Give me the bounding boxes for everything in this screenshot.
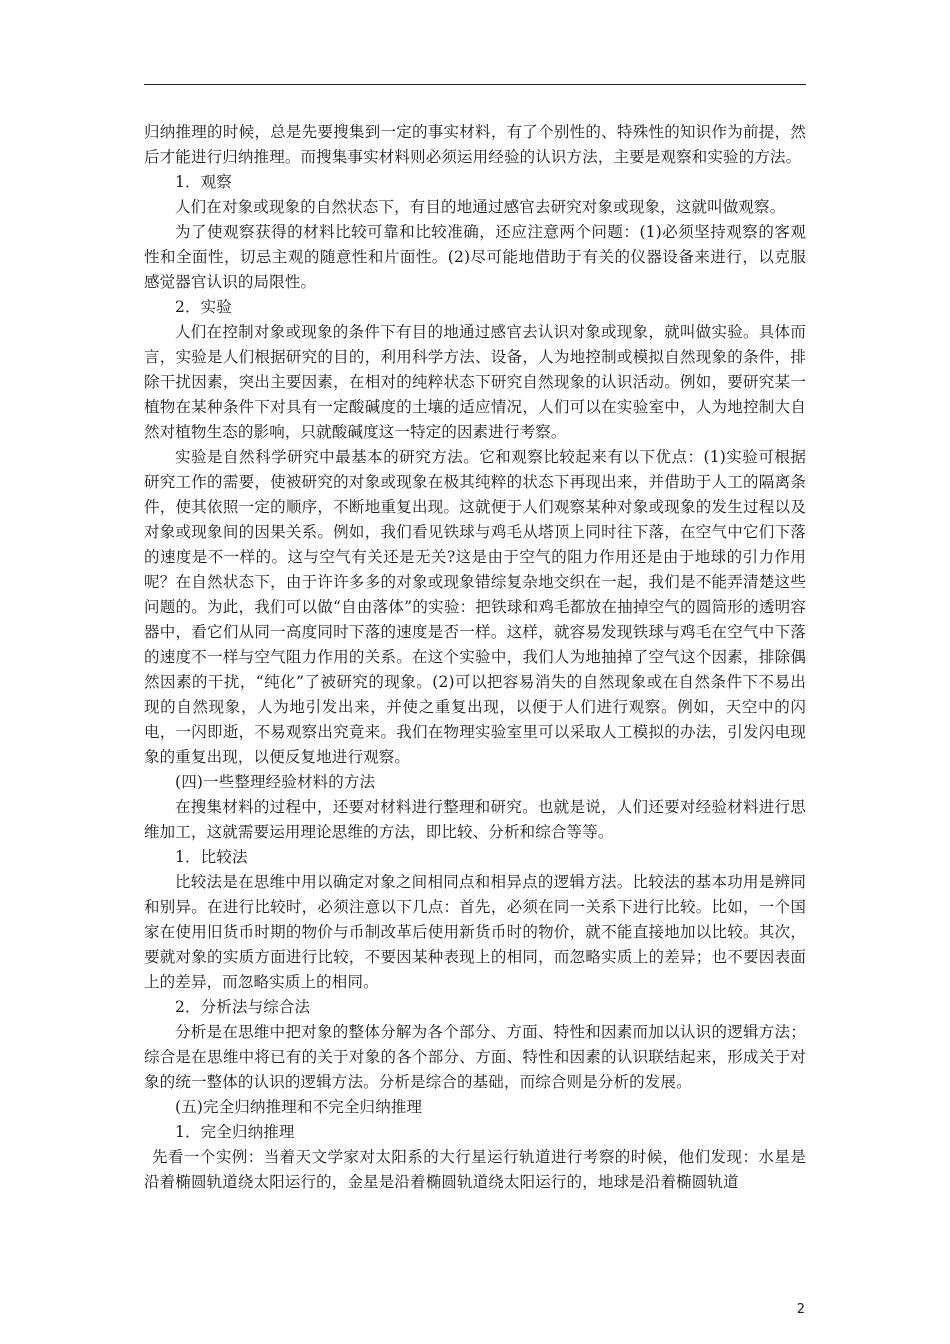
- paragraph: 比较法是在思维中用以确定对象之间相同点和相异点的逻辑方法。比较法的基本功用是辨同和别异。在进行比较时，必须注意以下几点：首先，必须在同一关系下进行比较。比如，一个国家在使用旧货币时期的物价与币制改革后使用新货币时的物价，就不能直接地加以比较。其次，要就对象的实质方面进行比较，不要因某种表现上的相同，而忽略实质上的差异；也不要因表面上的差异，而忽略实质上的相同。: [144, 873, 806, 991]
- document-body: [144, 120, 806, 1195]
- section-heading-methods: (四)一些整理经验材料的方法: [175, 773, 376, 791]
- paragraph: 人们在控制对象或现象的条件下有目的地通过感官去认识对象或现象，就叫做实验。具体而言，实验是人们根据研究的目的，利用科学方法、设备，人为地控制或模拟自然现象的条件，排除干扰因素，突出主要因素，在相对的纯粹状态下研究自然现象的认识活动。例如，要研究某一植物在某种条件下对具有一定酸碱度的土壤的适应情况，人们可以在实验室中，人为地控制大自然对植物生态的影响，只就酸碱度这一特定的因素进行考察。: [144, 323, 806, 441]
- paragraph: 实验是自然科学研究中最基本的研究方法。它和观察比较起来有以下优点：(1)实验可根据研究工作的需要，使被研究的对象或现象在极其纯粹的状态下再现出来，并借助于人工的隔离条件，使其依照一定的顺序，不断地重复出现。这就便于人们观察某种对象或现象的发生过程以及对象或现象间的因果关系。例如，我们看见铁球与鸡毛从塔顶上同时往下落，在空气中它们下落的速度是不一样的。这与空气有关还是无关?这是由于空气的阻力作用还是由于地球的引力作用呢？在自然状态下，由于许许多多的对象或现象错综复杂地交织在一起，我们是不能弄清楚这些问题的。为此，我们可以做“自由落体”的实验：把铁球和鸡毛都放在抽掉空气的圆筒形的透明容器中，看它们从同一高度同时下落的速度是否一样。这样，就容易发现铁球与鸡毛在空气中下落的速度不一样与空气阻力作用的关系。在这个实验中，我们人为地抽掉了空气这个因素，排除偶然因素的干扰，“纯化”了被研究的现象。(2)可以把容易消失的自然现象或在自然条件下不易出现的自然现象，人为地引发出来，并使之重复出现，以便于人们进行观察。例如，天空中的闪电，一闪即逝，不易观察出究竟来。我们在物理实验室里可以采取人工模拟的办法，引发闪电现象的重复出现，以便反复地进行观察。: [144, 448, 806, 766]
- paragraph: 先看一个实例：当着天文学家对太阳系的大行星运行轨道进行考察的时候，他们发现：水星是沿着椭圆轨道绕太阳运行的，金星是沿着椭圆轨道绕太阳运行的，地球是沿着椭圆轨道: [144, 1148, 806, 1191]
- paragraph: 在搜集材料的过程中，还要对材料进行整理和研究。也就是说，人们还要对经验材料进行思维加工，这就需要运用理论思维的方法，即比较、分析和综合等等。: [144, 798, 806, 841]
- section-heading-complete-induction: 1．完全归纳推理: [175, 1123, 295, 1141]
- section-heading-induction: (五)完全归纳推理和不完全归纳推理: [175, 1098, 423, 1116]
- page-number: 2: [796, 1302, 805, 1317]
- paragraph: 为了使观察获得的材料比较可靠和比较准确，还应注意两个问题：(1)必须坚持观察的客观性和全面性，切忌主观的随意性和片面性。(2)尽可能地借助于有关的仪器设备来进行，以克服感觉器官认识的局限性。: [144, 223, 806, 291]
- paragraph: 人们在对象或现象的自然状态下，有目的地通过感官去研究对象或现象，这就叫做观察。: [175, 198, 786, 216]
- section-heading-observation: 1．观察: [175, 173, 232, 191]
- header-rule: [144, 84, 806, 85]
- section-heading-experiment: 2．实验: [175, 298, 232, 316]
- paragraph: 分析是在思维中把对象的整体分解为各个部分、方面、特性和因素而加以认识的逻辑方法；综合是在思维中将已有的关于对象的各个部分、方面、特性和因素的认识联结起来，形成关于对象的统一整体的认识的逻辑方法。分析是综合的基础，而综合则是分析的发展。: [144, 1023, 806, 1091]
- section-heading-comparison: 1．比较法: [175, 848, 248, 866]
- paragraph: 归纳推理的时候，总是先要搜集到一定的事实材料，有了个别性的、特殊性的知识作为前提，然后才能进行归纳推理。而搜集事实材料则必须运用经验的认识方法，主要是观察和实验的方法。: [144, 123, 806, 166]
- section-heading-analysis-synthesis: 2．分析法与综合法: [175, 998, 311, 1016]
